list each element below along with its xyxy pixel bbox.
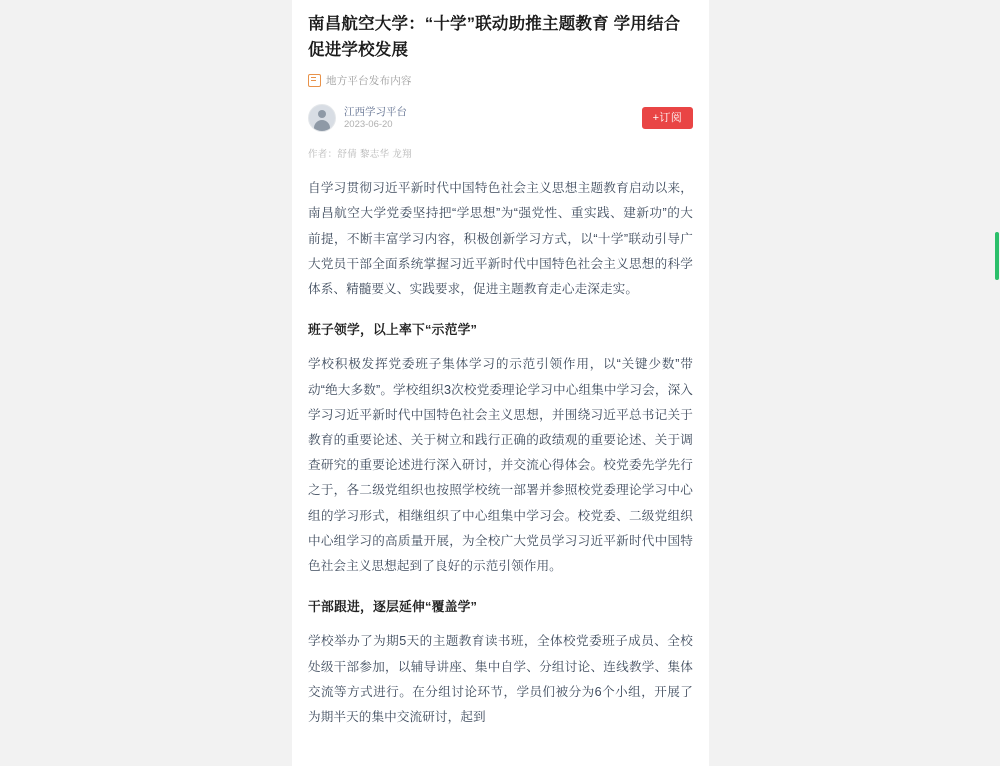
document-icon (308, 74, 321, 87)
paragraph: 学校积极发挥党委班子集体学习的示范引领作用，以“关键少数”带动“绝大多数”。学校组织3次校党委理论学习中心组集中学习会，深入学习习近平新时代中国特色社会主义思想，并围绕习近平总书记关于教育的重要论述、关于树立和践行正确的政绩观的重要论述、关于调查研究的重要论述进行深入研讨，并交流心得体会。校党委先学先行之于，各二级党组织也按照学校统一部署并参照校党委理论学习中心组的学习形式，相继组织了中心组集中学习会。校党委、二级党组织中心组学习的高质量开展，为全校广大党员学习习近平新时代中国特色社会主义思想起到了良好的示范引领作用。 (308, 357, 693, 573)
section-heading: 干部跟进，逐层延伸“覆盖学” (308, 599, 478, 615)
page-title: 南昌航空大学：“十学”联动助推主题教育 学用结合促进学校发展 (308, 15, 681, 59)
subscribe-button[interactable]: +订阅 (642, 107, 693, 129)
source-row (308, 104, 693, 132)
authors-line: 作者：舒倩 黎志华 龙翔 (308, 149, 412, 161)
section-heading: 班子领学，以上率下“示范学” (308, 322, 478, 338)
article-card (292, 0, 709, 766)
avatar (308, 104, 336, 132)
scrollbar[interactable] (994, 0, 1000, 520)
paragraph: 自学习贯彻习近平新时代中国特色社会主义思想主题教育启动以来，南昌航空大学党委坚持把“学思想”为“强党性、重实践、建新功”的大前提，不断丰富学习内容，积极创新学习方式，以“十学”联动引导广大党员干部全面系统掌握习近平新时代中国特色社会主义思想的科学体系、精髓要义、实践要求，促进主题教育走心走深走实。 (308, 181, 693, 296)
paragraph: 学校举办了为期5天的主题教育读书班，全体校党委班子成员、全校处级干部参加，以辅导讲座、集中自学、分组讨论、连线教学、集体交流等方式进行。在分组讨论环节，学员们被分为6个小组，开展了为期半天的集中交流研讨，起到 (308, 634, 693, 724)
platform-tag-label: 地方平台发布内容 (326, 75, 412, 88)
platform-tag (308, 73, 693, 88)
source-meta (344, 105, 642, 132)
scrollbar-thumb[interactable] (995, 232, 999, 280)
article-body (308, 176, 693, 730)
source-name[interactable]: 江西学习平台 (344, 105, 407, 118)
source-date: 2023-06-20 (344, 118, 393, 130)
